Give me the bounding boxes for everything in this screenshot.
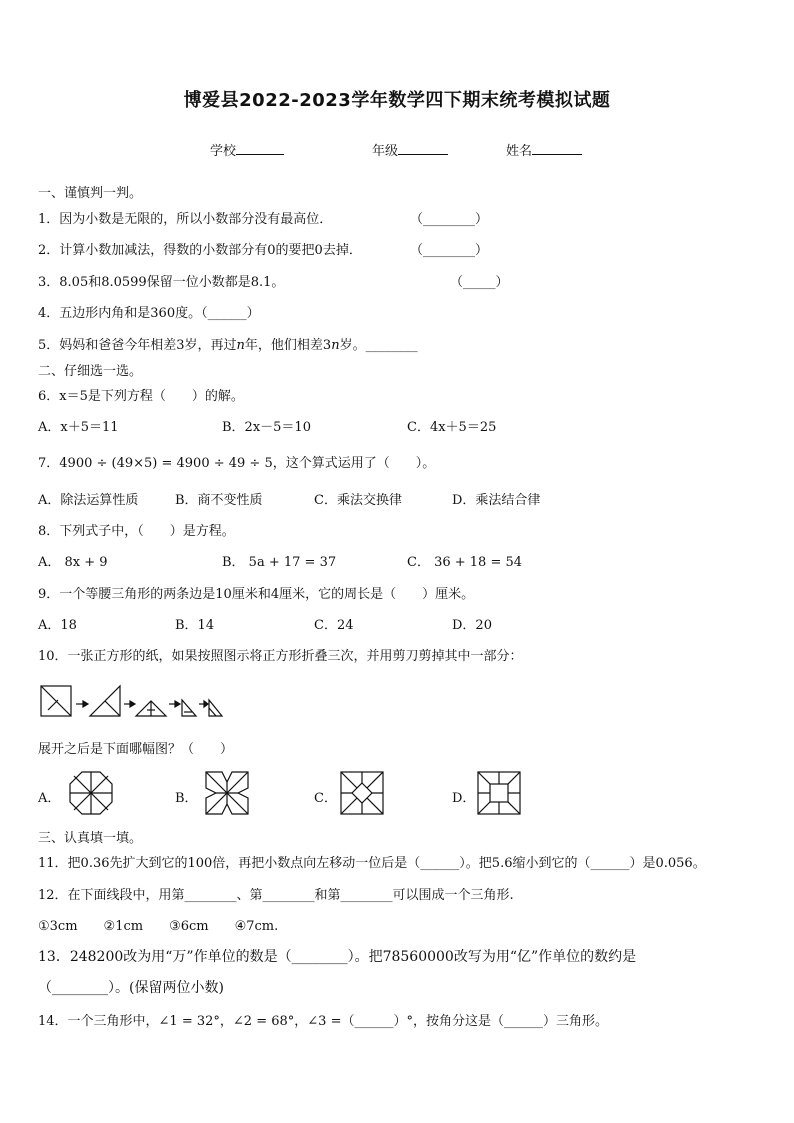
q9-option-a[interactable]: A．18 [38, 618, 77, 633]
question-14: 14．一个三角形中，∠1 = 32°，∠2 = 68°，∠3 =（______）°，按角分这是（______）三角形。 [38, 1014, 608, 1029]
q6-option-a[interactable]: A．x＋5＝11 [38, 420, 119, 435]
q7-option-d[interactable]: D．乘法结合律 [452, 493, 541, 508]
question-6: 6．x＝5是下列方程（ ）的解。 [38, 389, 244, 404]
question-7: 7．4900 ÷ (49×5) = 4900 ÷ 49 ÷ 5，这个算式运用了（ ）。 [38, 456, 436, 471]
q10-option-a[interactable]: A． [38, 791, 61, 806]
question-1: 1．因为小数是无限的，所以小数部分没有最高位． [38, 212, 333, 227]
q8-option-b[interactable]: B． 5a + 17 = 37 [222, 555, 337, 570]
question-2-answer[interactable]: （________） [410, 243, 489, 258]
question-2: 2．计算小数加减法，得数的小数部分有0的要把0去掉． [38, 243, 362, 258]
school-field: 学校 [210, 140, 284, 159]
school-blank[interactable] [236, 142, 284, 155]
question-3: 3．8.05和8.0599保留一位小数都是8.1。 [38, 275, 285, 290]
question-3-answer[interactable]: （_____） [450, 275, 509, 290]
q10-figure-c[interactable] [339, 770, 385, 816]
question-1-answer[interactable]: （________） [410, 212, 489, 227]
q10-figure-b[interactable] [204, 770, 250, 816]
q10-figure-a[interactable] [68, 770, 114, 816]
page-title: 博爱县2022-2023学年数学四下期末统考模拟试题 [183, 90, 611, 111]
question-10-prompt: 展开之后是下面哪幅图？（ ） [38, 742, 234, 757]
q10-option-d[interactable]: D． [452, 791, 476, 806]
q6-option-c[interactable]: C．4x＋5＝25 [407, 420, 497, 435]
grade-field: 年级 [372, 140, 448, 159]
question-13-line-2: （________）。(保留两位小数) [38, 980, 224, 996]
cut-line [209, 708, 216, 716]
q7-option-b[interactable]: B．商不变性质 [175, 493, 263, 508]
q10-option-c[interactable]: C． [314, 791, 337, 806]
fold-triangle-4 [209, 700, 222, 716]
question-4: 4．五边形内角和是360度。（______） [38, 306, 260, 321]
q9-option-c[interactable]: C．24 [314, 618, 354, 633]
question-11: 11．把0.36先扩大到它的100倍，再把小数点向左移动一位后是（______）。把5.6缩小到它的（______）是0.056。 [38, 856, 706, 871]
section-2-heading: 二、仔细选一选。 [38, 364, 143, 379]
q7-option-a[interactable]: A．除法运算性质 [38, 493, 139, 508]
q9-option-d[interactable]: D．20 [452, 618, 492, 633]
q7-option-c[interactable]: C．乘法交换律 [314, 493, 402, 508]
question-8: 8．下列式子中，（ ）是方程。 [38, 524, 235, 539]
fold-triangle-3 [182, 700, 196, 716]
name-blank[interactable] [532, 142, 582, 155]
q9-option-b[interactable]: B．14 [175, 618, 215, 633]
section-3-heading: 三、认真填一填。 [38, 831, 143, 846]
q8-option-c[interactable]: C． 36 + 18 = 54 [407, 555, 523, 570]
q10-figure-d[interactable] [476, 770, 522, 816]
section-1-heading: 一、谨慎判一判。 [38, 186, 143, 201]
question-10: 10．一张正方形的纸，如果按照图示将正方形折叠三次，并用剪刀剪掉其中一部分： [38, 649, 523, 664]
q6-option-b[interactable]: B．2x－5＝10 [222, 420, 311, 435]
folding-diagram [38, 680, 223, 722]
name-field: 姓名 [506, 140, 582, 159]
q10-option-b[interactable]: B． [175, 791, 198, 806]
question-5: 5．妈妈和爸爸今年相差3岁，再过n年，他们相差3n岁。________ [38, 338, 418, 353]
question-13-line-1: 13．248200改为用“万”作单位的数是（________）。把78560000改写为用“亿”作单位的数约是 [38, 949, 637, 965]
question-12-options: ①3cm ②1cm ③6cm ④7cm. [38, 919, 279, 934]
q8-option-a[interactable]: A． 8x + 9 [38, 555, 108, 570]
question-12: 12．在下面线段中，用第________、第________和第________可以围成一个三角形. [38, 888, 514, 903]
grade-blank[interactable] [398, 142, 448, 155]
question-9: 9．一个等腰三角形的两条边是10厘米和4厘米，它的周长是（ ）厘米。 [38, 587, 475, 602]
